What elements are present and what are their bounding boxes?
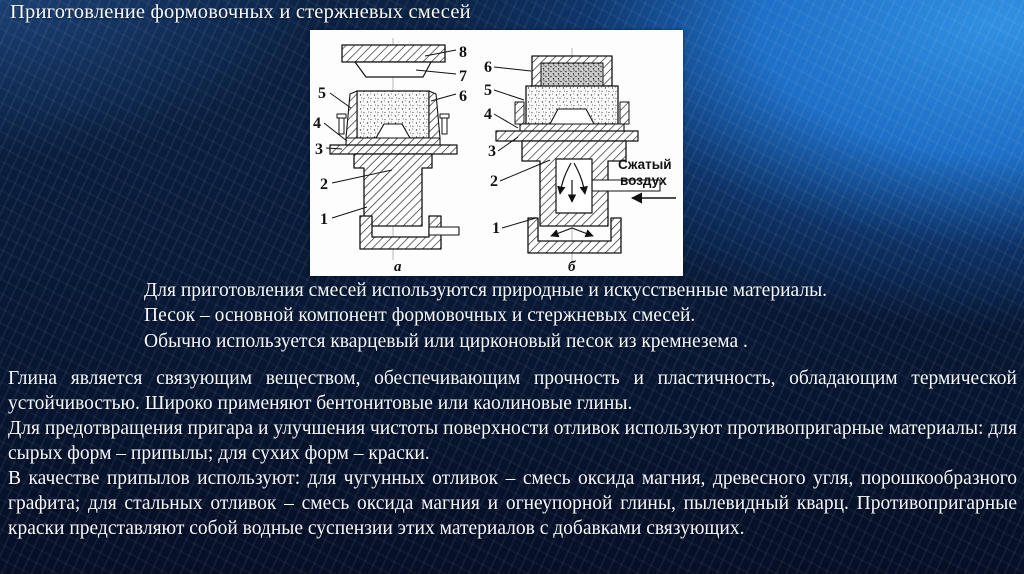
figure-a-piston <box>354 154 432 226</box>
figure-b-table <box>496 131 638 141</box>
compressed-air-label-line2: воздух <box>620 173 667 188</box>
figure-b-label-3: 3 <box>488 143 496 160</box>
figure-a-caption: а <box>394 259 402 275</box>
figure-b-label-4: 4 <box>484 106 492 123</box>
figure-a-bolt-right <box>442 118 447 134</box>
paragraph-antiburn: Для предотвращения пригара и улучшения чистоты поверхности отливок используют противопригарные материалы: для сырых форм – припылы; для сухих форм – краски. <box>8 418 1017 464</box>
figure-b-model-plate <box>520 124 624 131</box>
figure-a-label-1: 1 <box>320 211 328 228</box>
paragraph-dusts-paints: В качестве припылов используют: для чугунных отливок – смесь оксида магния, древесного угля, порошкообразного графита; для стальных отливок – смесь оксида магния и огнеупорной глины, пылевидный кварц. Противопригарные краски представляют собой водные суспензии этих материалов с добавками связующих. <box>8 468 1017 539</box>
figure-a-label-5: 5 <box>318 85 326 102</box>
figure-b-label-2: 2 <box>490 173 498 190</box>
figure-a-label-7: 7 <box>459 68 467 85</box>
figure-a-label-2: 2 <box>320 176 328 193</box>
compressed-air-label-line1: Сжатый <box>618 157 672 172</box>
body-text-block <box>8 366 1017 541</box>
figure-a-model-plate <box>346 138 440 145</box>
intro-line-1: Для приготовления смесей используются природные и искусственные материалы. <box>144 280 828 301</box>
intro-block <box>144 278 884 354</box>
figure-b-pattern-model <box>550 109 594 124</box>
figure-a-label-4: 4 <box>313 115 321 132</box>
intro-line-2: Песок – основной компонент формовочных и стержневых смесей. <box>144 305 696 327</box>
figure-a-press-shoe <box>355 62 431 77</box>
figure-b-label-5: 5 <box>484 82 492 99</box>
figure-a-label-6: 6 <box>459 88 467 105</box>
slide-title: Приготовление формовочных и стержневых смесей <box>10 1 471 23</box>
figure-a-label-3: 3 <box>315 141 323 158</box>
figure-a <box>313 38 467 275</box>
figure-a-bolt-left <box>339 118 344 134</box>
figure-a-bolt-left-head <box>337 114 346 118</box>
figure-a-label-8: 8 <box>459 44 467 61</box>
figure-b-label-1: 1 <box>492 220 500 237</box>
intro-line-3: Обычно используется кварцевый или цирконовый песок из кремнезема . <box>144 330 748 352</box>
paragraph-clay: Глина является связующим веществом, обеспечивающим прочность и пластичность, обладающим термической устойчивостью. Широко применяют бентонитовые или каолиновые глины. <box>8 368 1017 414</box>
figure-a-base-foot <box>429 227 459 235</box>
figure-a-bolt-right-head <box>440 114 449 118</box>
figure-b-head-sand <box>541 63 603 86</box>
figure-b-caption: б <box>568 259 576 275</box>
figure-b <box>484 48 676 275</box>
figure-a-press-head <box>342 45 445 62</box>
figure-a-flask-wall-left <box>346 91 357 138</box>
figure-a-table <box>330 145 457 154</box>
molding-machines-figure <box>310 30 683 276</box>
figure-panel <box>310 30 683 276</box>
figure-b-clamp-left <box>515 102 524 124</box>
figure-b-clamp-right <box>620 102 629 124</box>
figure-b-label-6: 6 <box>484 59 492 76</box>
figure-a-flask-wall-right <box>429 91 440 138</box>
